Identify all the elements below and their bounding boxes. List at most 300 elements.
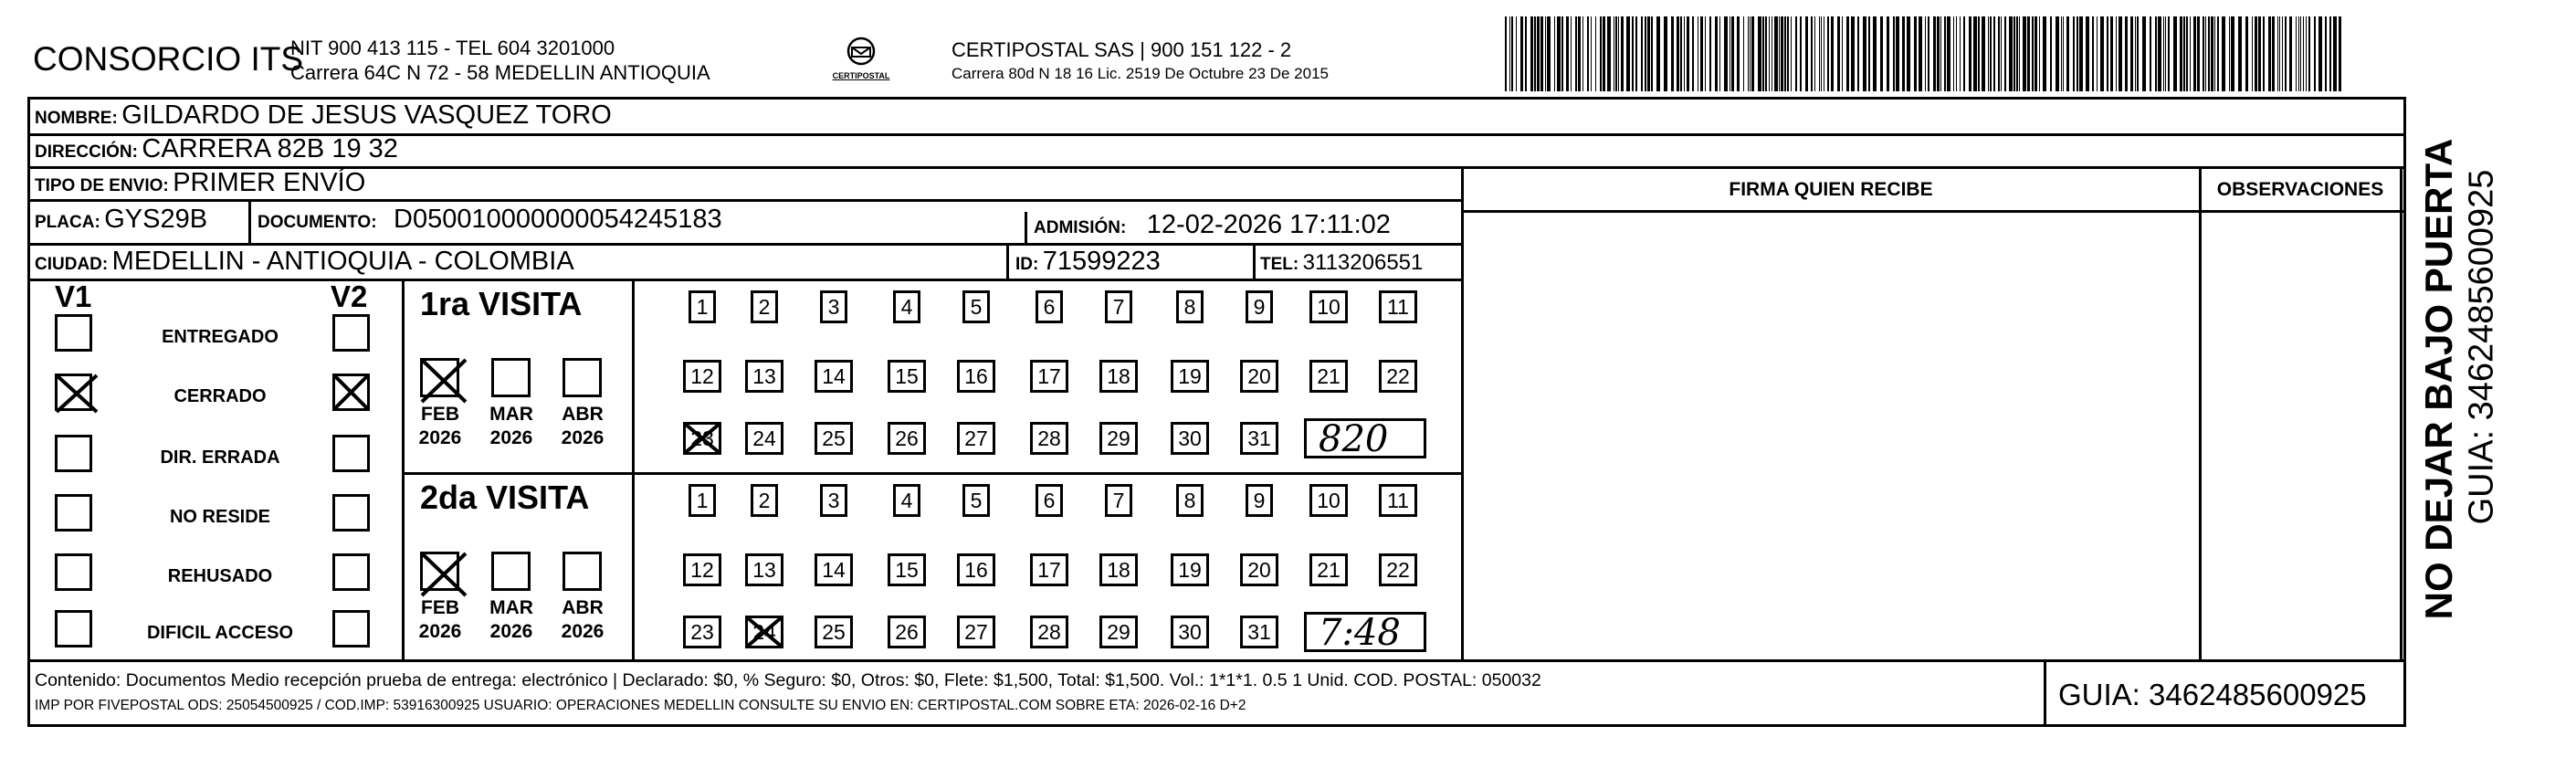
tipo-value: PRIMER ENVÍO [173, 168, 366, 197]
barcode-bar [2314, 16, 2316, 91]
barcode-bar [1575, 16, 1577, 91]
placa-value: GYS29B [104, 205, 208, 234]
admision-row [1034, 210, 1391, 240]
barcode-bar [2001, 16, 2002, 91]
barcode-bar [2238, 16, 2242, 91]
barcode-bar [2180, 16, 2182, 91]
barcode-bar [1571, 16, 1572, 91]
barcode-bar [2298, 16, 2299, 91]
day-box-8[interactable]: 8 [1176, 484, 1204, 517]
day-box-28[interactable]: 28 [1030, 422, 1068, 455]
month-checkbox-abr[interactable] [563, 552, 602, 591]
year-label: 2026 [561, 427, 605, 448]
barcode-bar [1863, 16, 1866, 91]
barcode-bar [1505, 16, 1507, 91]
day-box-22[interactable]: 22 [1379, 553, 1417, 586]
month-checkbox-mar[interactable] [491, 552, 531, 591]
barcode-bar [1769, 16, 1770, 91]
v1-checkbox-2[interactable] [55, 374, 92, 411]
barcode-bar [2158, 16, 2161, 91]
direccion-row [35, 134, 398, 164]
barcode-bar [1978, 16, 1980, 91]
status-reason-label: DIFICIL ACCESO [146, 623, 293, 643]
barcode-bar [2222, 16, 2225, 91]
barcode-bar [2272, 16, 2275, 91]
barcode-bar [1873, 16, 1877, 91]
barcode-bar [1827, 16, 1829, 91]
barcode-bar [1680, 16, 1682, 91]
side-guia: GUIA: 3462485600925 [2462, 169, 2501, 525]
barcode-bar [2263, 16, 2265, 91]
nombre-label: NOMBRE: [35, 109, 118, 128]
barcode-bar [1687, 16, 1689, 91]
day-box-30[interactable]: 30 [1171, 616, 1209, 648]
barcode-bar [1973, 16, 1977, 91]
day-box-7[interactable]: 7 [1105, 290, 1132, 323]
barcode-bar [1582, 16, 1583, 91]
day-box-27[interactable]: 27 [957, 616, 995, 648]
barcode-bar [2203, 16, 2204, 91]
day-box-12[interactable]: 12 [683, 360, 721, 393]
v2-checkbox-5[interactable] [332, 553, 370, 591]
day-box-27[interactable]: 27 [957, 422, 995, 455]
barcode-bar [1737, 16, 1740, 91]
month-label: ABR [562, 404, 604, 425]
barcode-bar [2092, 16, 2094, 91]
barcode-bar [1896, 16, 1899, 91]
barcode-bar [2205, 16, 2206, 91]
month-label: MAR [489, 404, 533, 425]
barcode-bar [1626, 16, 1630, 91]
day-box-2[interactable]: 2 [751, 484, 778, 517]
day-box-25[interactable]: 25 [815, 616, 853, 648]
barcode-bar [2296, 16, 2297, 91]
barcode-bar [1664, 16, 1667, 91]
day-box-16[interactable]: 16 [957, 360, 995, 393]
barcode-bar [1998, 16, 2000, 91]
barcode-bar [2193, 16, 2196, 91]
day-box-12[interactable]: 12 [683, 553, 721, 586]
direccion-value: CARRERA 82B 19 32 [142, 134, 398, 163]
barcode-bar [1787, 16, 1789, 91]
day-box-18[interactable]: 18 [1099, 360, 1138, 393]
barcode-bar [2306, 16, 2307, 91]
month-label: ABR [562, 597, 604, 618]
barcode-bar [1537, 16, 1540, 91]
day-box-22[interactable]: 22 [1379, 360, 1417, 393]
barcode-bar [1561, 16, 1563, 91]
barcode-bar [1645, 16, 1646, 91]
day-box-9[interactable]: 9 [1246, 484, 1273, 517]
barcode-bar [2268, 16, 2271, 91]
barcode-bar [2289, 16, 2292, 91]
barcode-bar [2252, 16, 2253, 91]
barcode-bar [1842, 16, 1843, 91]
barcode-bar [1928, 16, 1929, 91]
barcode-bar [2211, 16, 2213, 91]
barcode-bar [2032, 16, 2034, 91]
id-row [1015, 247, 1161, 277]
barcode-bar [1750, 16, 1751, 91]
barcode-bar [1715, 16, 1718, 91]
barcode-bar [1880, 16, 1883, 91]
barcode-bar [1618, 16, 1619, 91]
barcode-bar [2300, 16, 2301, 91]
barcode-bar [1743, 16, 1744, 91]
barcode-bar [1811, 16, 1813, 91]
day-box-4[interactable]: 4 [893, 484, 920, 517]
barcode-bar [1907, 16, 1910, 91]
v2-checkbox-2[interactable] [332, 374, 370, 411]
day-box-14[interactable]: 14 [815, 360, 853, 393]
admision-value: 12-02-2026 17:11:02 [1146, 210, 1391, 239]
barcode-bar [2100, 16, 2104, 91]
barcode-bar [1647, 16, 1650, 91]
barcode-bar [2339, 16, 2341, 91]
courier-address: Carrera 80d N 18 16 Lic. 2519 De Octubre 23 De 2015 [952, 65, 1329, 82]
v1-header: V1 [55, 279, 92, 313]
day-box-29[interactable]: 29 [1099, 422, 1138, 455]
barcode-bar [1944, 16, 1946, 91]
barcode-bar [2245, 16, 2248, 91]
barcode-bar [1925, 16, 1926, 91]
barcode-bar [2197, 16, 2200, 91]
day-box-25[interactable]: 25 [815, 422, 853, 455]
barcode-bar [1566, 16, 1569, 91]
tel-label: TEL: [1260, 255, 1299, 274]
barcode-bar [1692, 16, 1694, 91]
barcode-bar [1990, 16, 1992, 91]
barcode-bar [1724, 16, 1728, 91]
barcode-bar [2318, 16, 2322, 91]
barcode-bar [2282, 16, 2283, 91]
visit-title: 1ra VISITA [420, 285, 583, 322]
barcode [1505, 16, 2345, 91]
logo-text: CERTIPOSTAL [832, 71, 890, 80]
company-name: CONSORCIO ITS [33, 40, 304, 78]
barcode-bar [2130, 16, 2133, 91]
day-box-14[interactable]: 14 [815, 553, 853, 586]
barcode-bar [2019, 16, 2020, 91]
barcode-bar [2333, 16, 2337, 91]
barcode-bar [2150, 16, 2151, 91]
v1-checkbox-6[interactable] [55, 610, 92, 647]
v2-checkbox-4[interactable] [332, 494, 370, 532]
day-box-1[interactable]: 1 [689, 484, 716, 517]
barcode-bar [1578, 16, 1581, 91]
barcode-bar [1902, 16, 1905, 91]
barcode-bar [2135, 16, 2136, 91]
barcode-bar [1947, 16, 1950, 91]
barcode-bar [2016, 16, 2018, 91]
day-box-31[interactable]: 31 [1240, 422, 1278, 455]
barcode-bar [1993, 16, 1995, 91]
v1-checkbox-5[interactable] [55, 553, 92, 591]
barcode-bar [1795, 16, 1797, 91]
barcode-bar [2063, 16, 2064, 91]
x-mark-icon [420, 358, 468, 404]
barcode-bar [2043, 16, 2046, 91]
day-box-23[interactable]: 23 [683, 616, 721, 648]
barcode-bar [2061, 16, 2062, 91]
barcode-bar [2229, 16, 2230, 91]
day-box-23[interactable]: 23 [683, 422, 721, 455]
barcode-bar [1800, 16, 1802, 91]
barcode-bar [1762, 16, 1764, 91]
v1-checkbox-3[interactable] [55, 435, 92, 472]
barcode-bar [1791, 16, 1792, 91]
day-box-17[interactable]: 17 [1030, 553, 1068, 586]
barcode-bar [1651, 16, 1653, 91]
day-box-15[interactable]: 15 [888, 553, 926, 586]
day-box-13[interactable]: 13 [745, 553, 783, 586]
barcode-bar [1530, 16, 1533, 91]
barcode-bar [1956, 16, 1957, 91]
barcode-bar [1814, 16, 1815, 91]
barcode-bar [2050, 16, 2052, 91]
id-value: 71599223 [1042, 247, 1161, 276]
barcode-bar [2329, 16, 2331, 91]
company-nit: NIT 900 413 115 - TEL 604 3201000 [290, 37, 615, 59]
barcode-bar [1781, 16, 1783, 91]
certipostal-logo [833, 35, 889, 86]
v2-checkbox-6[interactable] [332, 610, 370, 647]
barcode-bar [2125, 16, 2128, 91]
month-checkbox-feb[interactable] [420, 358, 459, 397]
day-box-31[interactable]: 31 [1240, 616, 1278, 648]
barcode-bar [1684, 16, 1685, 91]
x-mark-icon [420, 552, 468, 597]
barcode-bar [1677, 16, 1679, 91]
barcode-bar [1857, 16, 1859, 91]
barcode-bar [1731, 16, 1734, 91]
barcode-bar [1520, 16, 1523, 91]
barcode-bar [1988, 16, 1989, 91]
barcode-bar [1705, 16, 1706, 91]
visit-title: 2da VISITA [420, 479, 590, 516]
id-label: ID: [1015, 255, 1039, 274]
status-reason-label: REHUSADO [167, 566, 273, 586]
barcode-bar [2255, 16, 2257, 91]
ciudad-value: MEDELLIN - ANTIOQUIA - COLOMBIA [111, 247, 574, 276]
day-box-18[interactable]: 18 [1099, 553, 1138, 586]
barcode-bar [1635, 16, 1637, 91]
barcode-bar [2214, 16, 2215, 91]
day-box-16[interactable]: 16 [957, 553, 995, 586]
barcode-bar [2013, 16, 2015, 91]
day-box-10[interactable]: 10 [1309, 290, 1348, 323]
barcode-bar [1774, 16, 1778, 91]
day-box-15[interactable]: 15 [888, 360, 926, 393]
barcode-bar [2163, 16, 2164, 91]
barcode-bar [2023, 16, 2026, 91]
barcode-bar [2325, 16, 2327, 91]
day-box-5[interactable]: 5 [962, 290, 990, 323]
documento-label: DOCUMENTO: [258, 213, 377, 232]
nombre-row [35, 100, 612, 131]
barcode-bar [1600, 16, 1602, 91]
barcode-bar [1982, 16, 1985, 91]
day-box-13[interactable]: 13 [745, 360, 783, 393]
barcode-bar [2056, 16, 2059, 91]
barcode-bar [2277, 16, 2278, 91]
day-box-11[interactable]: 11 [1379, 484, 1417, 517]
firma-header: FIRMA QUIEN RECIBE [1729, 179, 1933, 200]
barcode-bar [1719, 16, 1720, 91]
nombre-value: GILDARDO DE JESUS VASQUEZ TORO [121, 100, 612, 130]
day-box-6[interactable]: 6 [1036, 290, 1063, 323]
x-mark-icon [683, 422, 721, 455]
day-box-28[interactable]: 28 [1030, 616, 1068, 648]
day-box-26[interactable]: 26 [888, 616, 926, 648]
day-box-8[interactable]: 8 [1176, 290, 1204, 323]
barcode-bar [2165, 16, 2166, 91]
barcode-bar [2009, 16, 2013, 91]
barcode-bar [1914, 16, 1917, 91]
barcode-bar [2173, 16, 2177, 91]
barcode-bar [1587, 16, 1589, 91]
barcode-bar [2186, 16, 2188, 91]
barcode-bar [1819, 16, 1820, 91]
barcode-bar [2308, 16, 2310, 91]
day-box-10[interactable]: 10 [1309, 484, 1348, 517]
barcode-bar [1893, 16, 1895, 91]
month-checkbox-mar[interactable] [491, 358, 531, 397]
barcode-bar [1887, 16, 1889, 91]
barcode-bar [1534, 16, 1536, 91]
observaciones-header: OBSERVACIONES [2216, 179, 2384, 200]
barcode-bar [1960, 16, 1961, 91]
barcode-bar [1632, 16, 1634, 91]
x-mark-icon [745, 616, 783, 648]
barcode-bar [2116, 16, 2117, 91]
day-box-6[interactable]: 6 [1036, 484, 1063, 517]
barcode-bar [1969, 16, 1971, 91]
day-box-20[interactable]: 20 [1240, 360, 1278, 393]
day-box-19[interactable]: 19 [1171, 360, 1209, 393]
barcode-bar [1557, 16, 1561, 91]
day-box-5[interactable]: 5 [962, 484, 990, 517]
barcode-bar [1595, 16, 1596, 91]
day-box-21[interactable]: 21 [1309, 553, 1348, 586]
barcode-bar [1868, 16, 1870, 91]
day-box-7[interactable]: 7 [1105, 484, 1132, 517]
v2-header: V2 [331, 279, 368, 313]
month-checkbox-feb[interactable] [420, 552, 459, 591]
hora-value: 7:48 [1319, 612, 1401, 654]
barcode-bar [1784, 16, 1786, 91]
barcode-bar [2285, 16, 2287, 91]
month-label: FEB [421, 597, 459, 618]
v2-checkbox-3[interactable] [332, 435, 370, 472]
month-checkbox-abr[interactable] [563, 358, 602, 397]
status-reason-label: NO RESIDE [169, 507, 271, 527]
placa-label: PLACA: [35, 213, 100, 232]
day-box-3[interactable]: 3 [820, 290, 847, 323]
month-label: FEB [421, 404, 459, 425]
barcode-bar [2303, 16, 2304, 91]
barcode-bar [2066, 16, 2069, 91]
barcode-bar [1940, 16, 1941, 91]
tipo-row [35, 168, 365, 198]
day-box-17[interactable]: 17 [1030, 360, 1068, 393]
year-label: 2026 [489, 427, 533, 448]
day-box-1[interactable]: 1 [689, 290, 716, 323]
barcode-bar [2183, 16, 2185, 91]
barcode-bar [1641, 16, 1643, 91]
barcode-bar [2190, 16, 2191, 91]
v1-checkbox-4[interactable] [55, 494, 92, 532]
company-address: Carrera 64C N 72 - 58 MEDELLIN ANTIOQUIA [290, 61, 710, 84]
hora-value: 820 [1319, 418, 1389, 460]
status-reason-label: CERRADO [173, 386, 267, 406]
footer-impresion: IMP POR FIVEPOSTAL ODS: 25054500925 / COD.IMP: 53916300925 USUARIO: OPERACIONES MEDELLIN CONSULTE SU ENVIO EN: CERTIPOSTAL.COM SOBRE ETA: 2026-02-16 D+2 [35, 698, 1246, 713]
year-label: 2026 [561, 621, 605, 642]
barcode-bar [2168, 16, 2170, 91]
day-box-30[interactable]: 30 [1171, 422, 1209, 455]
barcode-bar [1963, 16, 1965, 91]
barcode-bar [1758, 16, 1761, 91]
barcode-bar [1615, 16, 1617, 91]
barcode-bar [1525, 16, 1527, 91]
barcode-bar [2279, 16, 2280, 91]
day-box-24[interactable]: 24 [745, 616, 783, 648]
v2-checkbox-1[interactable] [332, 314, 370, 352]
day-box-24[interactable]: 24 [745, 422, 783, 455]
barcode-bar [2086, 16, 2089, 91]
barcode-bar [2137, 16, 2139, 91]
day-box-11[interactable]: 11 [1379, 290, 1417, 323]
day-box-2[interactable]: 2 [751, 290, 778, 323]
day-box-26[interactable]: 26 [888, 422, 926, 455]
barcode-bar [2110, 16, 2113, 91]
day-box-19[interactable]: 19 [1171, 553, 1209, 586]
placa-row [35, 205, 207, 235]
day-box-20[interactable]: 20 [1240, 553, 1278, 586]
barcode-bar [1765, 16, 1767, 91]
barcode-bar [1547, 16, 1551, 91]
admision-label: ADMISIÓN: [1034, 218, 1127, 237]
ciudad-row [35, 247, 574, 277]
barcode-bar [1851, 16, 1855, 91]
barcode-bar [1953, 16, 1954, 91]
footer-guia: GUIA: 3462485600925 [2058, 678, 2367, 711]
barcode-bar [1821, 16, 1822, 91]
barcode-bar [2155, 16, 2157, 91]
barcode-bar [1591, 16, 1592, 91]
barcode-bar [1751, 16, 1754, 91]
day-box-9[interactable]: 9 [1246, 290, 1273, 323]
day-box-21[interactable]: 21 [1309, 360, 1348, 393]
tel-row [1260, 250, 1423, 276]
barcode-bar [1919, 16, 1922, 91]
x-mark-icon [332, 374, 370, 411]
barcode-bar [1933, 16, 1936, 91]
x-mark-icon [55, 374, 99, 414]
documento-row [258, 205, 722, 235]
barcode-bar [2097, 16, 2098, 91]
courier-name: CERTIPOSTAL SAS | 900 151 122 - 2 [952, 38, 1292, 61]
v1-checkbox-1[interactable] [55, 314, 92, 352]
status-reason-label: DIR. ERRADA [160, 447, 280, 468]
day-box-4[interactable]: 4 [893, 290, 920, 323]
barcode-bar [1748, 16, 1749, 91]
day-box-3[interactable]: 3 [820, 484, 847, 517]
day-box-29[interactable]: 29 [1099, 616, 1138, 648]
barcode-bar [2004, 16, 2006, 91]
barcode-bar [1846, 16, 1849, 91]
footer-contenido: Contenido: Documentos Medio recepción prueba de entrega: electrónico | Declarado: $0, % Seguro: $0, Otros: $0, Flete: $1,500, Total: $1,500. Vol.: 1*1*1. 0.5 1 Unid. COD. POSTAL: 050032 [35, 670, 1541, 690]
